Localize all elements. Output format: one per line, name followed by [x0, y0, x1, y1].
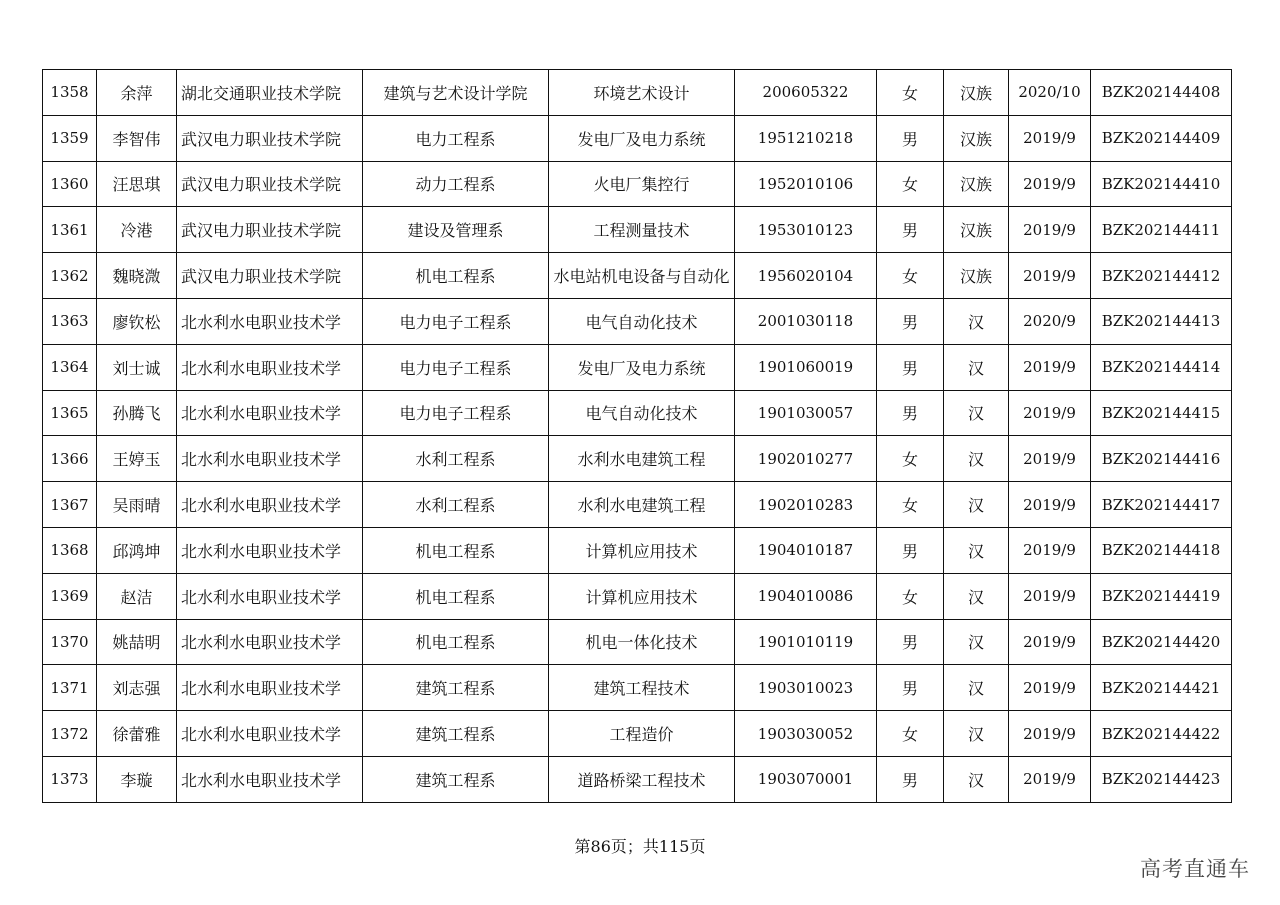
ethnicity-cell: 汉: [944, 527, 1009, 573]
gender-cell: 男: [877, 527, 944, 573]
ethnicity-cell: 汉: [944, 344, 1009, 390]
certificate-number-cell: BZK202144414: [1091, 344, 1232, 390]
ethnicity-cell: 汉: [944, 390, 1009, 436]
table-row: [43, 482, 1232, 528]
gender-cell: 女: [877, 253, 944, 299]
student-id-cell: 1902010277: [735, 436, 877, 482]
student-id-cell: 1904010187: [735, 527, 877, 573]
ethnicity-cell: 汉: [944, 756, 1009, 802]
certificate-number-cell: BZK202144417: [1091, 482, 1232, 528]
table-row: [43, 436, 1232, 482]
enrollment-date-cell: 2019/9: [1009, 115, 1091, 161]
certificate-number-cell: BZK202144409: [1091, 115, 1232, 161]
school-name-cell: 北水利水电职业技术学: [177, 298, 363, 344]
school-name-cell: 武汉电力职业技术学院: [177, 115, 363, 161]
department-cell: 电力电子工程系: [363, 344, 549, 390]
row-number-cell: 1373: [43, 756, 97, 802]
gender-cell: 女: [877, 573, 944, 619]
row-number-cell: 1364: [43, 344, 97, 390]
row-number-cell: 1371: [43, 665, 97, 711]
certificate-number-cell: BZK202144410: [1091, 161, 1232, 207]
certificate-number-cell: BZK202144408: [1091, 70, 1232, 116]
student-id-cell: 1953010123: [735, 207, 877, 253]
major-cell: 发电厂及电力系统: [549, 115, 735, 161]
department-cell: 电力电子工程系: [363, 390, 549, 436]
table-row: [43, 711, 1232, 757]
table-row: [43, 207, 1232, 253]
student-id-cell: 1904010086: [735, 573, 877, 619]
enrollment-date-cell: 2019/9: [1009, 436, 1091, 482]
certificate-number-cell: BZK202144423: [1091, 756, 1232, 802]
gender-cell: 男: [877, 207, 944, 253]
student-name-cell: 孙腾飞: [97, 390, 177, 436]
school-name-cell: 武汉电力职业技术学院: [177, 253, 363, 299]
row-number-cell: 1359: [43, 115, 97, 161]
table-row: [43, 756, 1232, 802]
enrollment-date-cell: 2019/9: [1009, 390, 1091, 436]
row-number-cell: 1360: [43, 161, 97, 207]
row-number-cell: 1363: [43, 298, 97, 344]
gender-cell: 男: [877, 665, 944, 711]
student-name-cell: 刘志强: [97, 665, 177, 711]
student-name-cell: 冷港: [97, 207, 177, 253]
school-name-cell: 北水利水电职业技术学: [177, 756, 363, 802]
enrollment-date-cell: 2019/9: [1009, 665, 1091, 711]
ethnicity-cell: 汉族: [944, 207, 1009, 253]
student-id-cell: 1901030057: [735, 390, 877, 436]
student-name-cell: 廖钦松: [97, 298, 177, 344]
student-name-cell: 赵洁: [97, 573, 177, 619]
table-row: [43, 298, 1232, 344]
student-id-cell: 200605322: [735, 70, 877, 116]
certificate-number-cell: BZK202144416: [1091, 436, 1232, 482]
table-row: [43, 161, 1232, 207]
enrollment-date-cell: 2019/9: [1009, 253, 1091, 299]
enrollment-date-cell: 2019/9: [1009, 161, 1091, 207]
student-id-cell: 1952010106: [735, 161, 877, 207]
school-name-cell: 北水利水电职业技术学: [177, 482, 363, 528]
table-row: [43, 619, 1232, 665]
student-id-cell: 1903030052: [735, 711, 877, 757]
student-name-cell: 邱鸿坤: [97, 527, 177, 573]
row-number-cell: 1368: [43, 527, 97, 573]
certificate-number-cell: BZK202144412: [1091, 253, 1232, 299]
gender-cell: 女: [877, 711, 944, 757]
department-cell: 建筑与艺术设计学院: [363, 70, 549, 116]
student-id-cell: 1903070001: [735, 756, 877, 802]
ethnicity-cell: 汉: [944, 619, 1009, 665]
certificate-number-cell: BZK202144422: [1091, 711, 1232, 757]
gender-cell: 女: [877, 161, 944, 207]
department-cell: 建筑工程系: [363, 711, 549, 757]
row-number-cell: 1361: [43, 207, 97, 253]
certificate-number-cell: BZK202144415: [1091, 390, 1232, 436]
school-name-cell: 北水利水电职业技术学: [177, 711, 363, 757]
gender-cell: 男: [877, 390, 944, 436]
gender-cell: 女: [877, 436, 944, 482]
school-name-cell: 北水利水电职业技术学: [177, 344, 363, 390]
student-name-cell: 王婷玉: [97, 436, 177, 482]
major-cell: 计算机应用技术: [549, 573, 735, 619]
major-cell: 工程测量技术: [549, 207, 735, 253]
student-id-cell: 1901060019: [735, 344, 877, 390]
department-cell: 水利工程系: [363, 482, 549, 528]
school-name-cell: 北水利水电职业技术学: [177, 436, 363, 482]
certificate-number-cell: BZK202144411: [1091, 207, 1232, 253]
certificate-number-cell: BZK202144413: [1091, 298, 1232, 344]
school-name-cell: 北水利水电职业技术学: [177, 619, 363, 665]
student-id-cell: 1902010283: [735, 482, 877, 528]
row-number-cell: 1367: [43, 482, 97, 528]
department-cell: 机电工程系: [363, 253, 549, 299]
certificate-number-cell: BZK202144418: [1091, 527, 1232, 573]
major-cell: 环境艺术设计: [549, 70, 735, 116]
ethnicity-cell: 汉: [944, 436, 1009, 482]
student-name-cell: 魏晓溦: [97, 253, 177, 299]
school-name-cell: 北水利水电职业技术学: [177, 665, 363, 711]
row-number-cell: 1362: [43, 253, 97, 299]
student-id-cell: 1903010023: [735, 665, 877, 711]
department-cell: 机电工程系: [363, 527, 549, 573]
ethnicity-cell: 汉族: [944, 253, 1009, 299]
ethnicity-cell: 汉: [944, 711, 1009, 757]
gender-cell: 男: [877, 298, 944, 344]
student-name-cell: 汪思琪: [97, 161, 177, 207]
department-cell: 电力工程系: [363, 115, 549, 161]
major-cell: 建筑工程技术: [549, 665, 735, 711]
ethnicity-cell: 汉: [944, 665, 1009, 711]
student-name-cell: 余萍: [97, 70, 177, 116]
student-name-cell: 李璇: [97, 756, 177, 802]
row-number-cell: 1365: [43, 390, 97, 436]
row-number-cell: 1370: [43, 619, 97, 665]
row-number-cell: 1358: [43, 70, 97, 116]
ethnicity-cell: 汉族: [944, 70, 1009, 116]
student-id-cell: 1951210218: [735, 115, 877, 161]
major-cell: 电气自动化技术: [549, 390, 735, 436]
department-cell: 机电工程系: [363, 573, 549, 619]
enrollment-date-cell: 2019/9: [1009, 207, 1091, 253]
gender-cell: 男: [877, 344, 944, 390]
student-roster-table: [42, 69, 1232, 803]
major-cell: 计算机应用技术: [549, 527, 735, 573]
student-id-cell: 2001030118: [735, 298, 877, 344]
school-name-cell: 武汉电力职业技术学院: [177, 161, 363, 207]
school-name-cell: 武汉电力职业技术学院: [177, 207, 363, 253]
school-name-cell: 北水利水电职业技术学: [177, 573, 363, 619]
row-number-cell: 1366: [43, 436, 97, 482]
major-cell: 火电厂集控行: [549, 161, 735, 207]
roster-body: [43, 70, 1232, 803]
ethnicity-cell: 汉族: [944, 115, 1009, 161]
enrollment-date-cell: 2019/9: [1009, 756, 1091, 802]
department-cell: 动力工程系: [363, 161, 549, 207]
ethnicity-cell: 汉: [944, 482, 1009, 528]
certificate-number-cell: BZK202144421: [1091, 665, 1232, 711]
ethnicity-cell: 汉: [944, 573, 1009, 619]
enrollment-date-cell: 2019/9: [1009, 527, 1091, 573]
page-number: 第86页；共115页: [574, 837, 706, 856]
table-row: [43, 573, 1232, 619]
table-row: [43, 527, 1232, 573]
enrollment-date-cell: 2019/9: [1009, 573, 1091, 619]
gender-cell: 男: [877, 115, 944, 161]
table-row: [43, 70, 1232, 116]
major-cell: 工程造价: [549, 711, 735, 757]
enrollment-date-cell: 2020/9: [1009, 298, 1091, 344]
department-cell: 电力电子工程系: [363, 298, 549, 344]
table-row: [43, 344, 1232, 390]
school-name-cell: 北水利水电职业技术学: [177, 390, 363, 436]
ethnicity-cell: 汉族: [944, 161, 1009, 207]
student-id-cell: 1956020104: [735, 253, 877, 299]
table-row: [43, 115, 1232, 161]
major-cell: 水电站机电设备与自动化: [549, 253, 735, 299]
certificate-number-cell: BZK202144420: [1091, 619, 1232, 665]
enrollment-date-cell: 2019/9: [1009, 344, 1091, 390]
certificate-number-cell: BZK202144419: [1091, 573, 1232, 619]
row-number-cell: 1372: [43, 711, 97, 757]
major-cell: 电气自动化技术: [549, 298, 735, 344]
enrollment-date-cell: 2019/9: [1009, 482, 1091, 528]
department-cell: 建筑工程系: [363, 756, 549, 802]
major-cell: 发电厂及电力系统: [549, 344, 735, 390]
department-cell: 机电工程系: [363, 619, 549, 665]
gender-cell: 男: [877, 619, 944, 665]
student-name-cell: 姚喆明: [97, 619, 177, 665]
watermark-logo-text: 高考直通车: [1140, 857, 1250, 881]
ethnicity-cell: 汉: [944, 298, 1009, 344]
enrollment-date-cell: 2019/9: [1009, 619, 1091, 665]
table-row: [43, 390, 1232, 436]
student-name-cell: 刘士诚: [97, 344, 177, 390]
school-name-cell: 北水利水电职业技术学: [177, 527, 363, 573]
gender-cell: 男: [877, 756, 944, 802]
gender-cell: 女: [877, 70, 944, 116]
student-name-cell: 李智伟: [97, 115, 177, 161]
table-row: [43, 665, 1232, 711]
department-cell: 水利工程系: [363, 436, 549, 482]
major-cell: 机电一体化技术: [549, 619, 735, 665]
student-name-cell: 徐蕾雅: [97, 711, 177, 757]
major-cell: 道路桥梁工程技术: [549, 756, 735, 802]
row-number-cell: 1369: [43, 573, 97, 619]
school-name-cell: 湖北交通职业技术学院: [177, 70, 363, 116]
enrollment-date-cell: 2020/10: [1009, 70, 1091, 116]
table-row: [43, 253, 1232, 299]
enrollment-date-cell: 2019/9: [1009, 711, 1091, 757]
department-cell: 建设及管理系: [363, 207, 549, 253]
department-cell: 建筑工程系: [363, 665, 549, 711]
major-cell: 水利水电建筑工程: [549, 436, 735, 482]
student-name-cell: 吴雨晴: [97, 482, 177, 528]
gender-cell: 女: [877, 482, 944, 528]
major-cell: 水利水电建筑工程: [549, 482, 735, 528]
student-id-cell: 1901010119: [735, 619, 877, 665]
